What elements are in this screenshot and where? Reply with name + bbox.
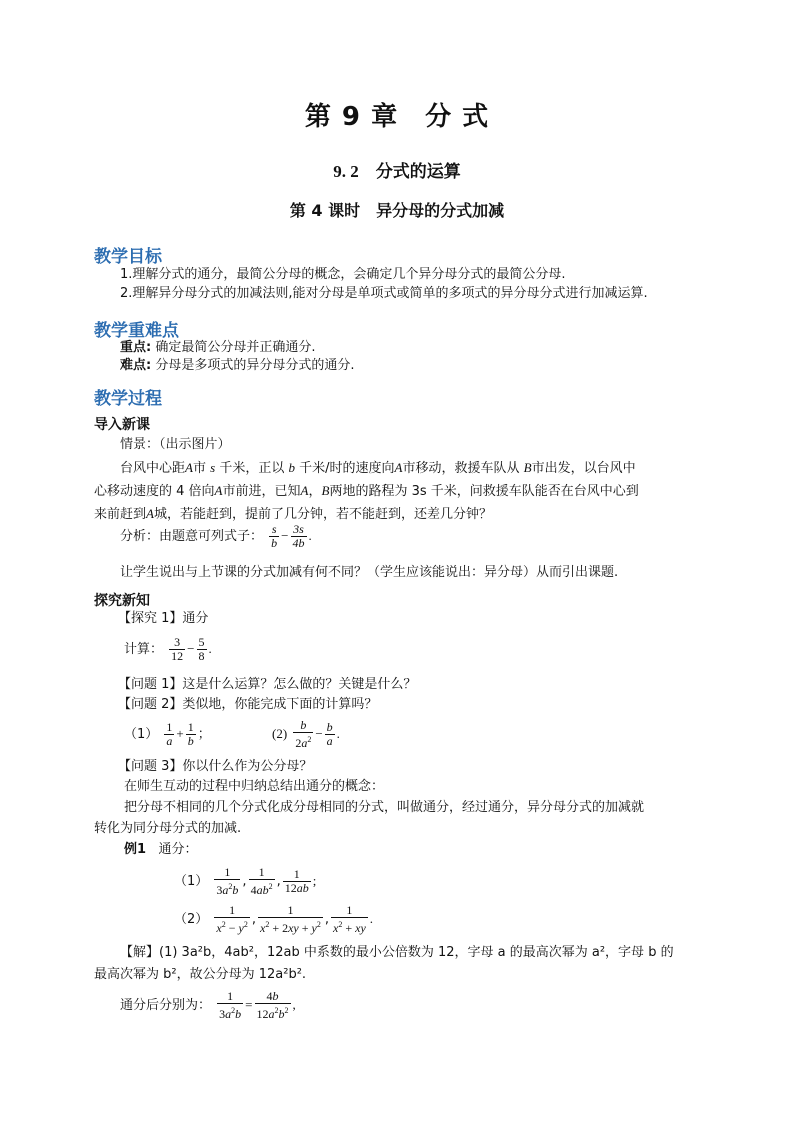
- calc-label: 计算：: [124, 642, 164, 657]
- analysis-label: 分析：由题意可列式子：: [120, 529, 264, 544]
- solution-line-2: 最高次幂为 b²，故公分母为 12a²b².: [94, 967, 307, 982]
- lead-in-line: 让学生说出与上节课的分式加减有何不同？（学生应该能说出：异分母）从而引出课题.: [120, 565, 619, 580]
- question-1: 【问题 1】这是什么运算？怎么做的？关键是什么？: [118, 677, 417, 692]
- goals-heading: 教学目标: [94, 247, 162, 267]
- problem-line-2: 心移动速度的 4 倍向A市前进，已知A，B两地的路程为 3s 千米，问救援车队能否在台风中心到: [94, 483, 639, 499]
- fraction: $\frac{3s}{4b}$: [292, 522, 305, 550]
- fraction: $\frac{3}{12}$: [171, 635, 184, 663]
- focus-line: [120, 339, 315, 357]
- fraction: $\frac{s}{b}$: [271, 522, 278, 550]
- problem-line-1: 台风中心距A市 s 千米，正以 b 千米/时的速度向A市移动，救援车队从 B市出发，以台风中: [120, 460, 636, 476]
- explore-1: 【探究 1】通分: [118, 611, 209, 626]
- difficulty-line: [120, 357, 354, 375]
- difficulty-text: 分母是多项式的异分母分式的通分.: [155, 358, 355, 373]
- calc-line: 计算： $\frac{3}{12}$ − $\frac{5}{8}$ .: [124, 635, 212, 663]
- question-2: 【问题 2】类似地，你能完成下面的计算吗？: [118, 697, 378, 712]
- example-1-line: [124, 841, 197, 859]
- example-part-1: （1） $\frac{1}{3a^2b}$ , $\frac{1}{4ab^2}$ , $\frac{1}{12ab}$ ;: [174, 865, 317, 897]
- explore-heading: 探究新知: [94, 593, 150, 609]
- solution-line-1: 【解】(1) 3a²b，4ab²，12ab 中系数的最小公倍数为 12，字母 a 的最高次幂为 a²，字母 b 的: [120, 945, 674, 960]
- key-points-heading: 教学重难点: [94, 321, 179, 341]
- example-part-2: （2） $\frac{1}{x^2 - y^2}$ , $\frac{1}{x^2 + 2xy + y^2}$ , $\frac{1}{x^2 + xy}$ .: [174, 903, 374, 935]
- goal-item-1: 1.理解分式的通分，最简公分母的概念，会确定几个异分母分式的最简公分母.: [120, 267, 566, 282]
- definition-line-1: 把分母不相同的几个分式化成分母相同的分式，叫做通分，经过通分，异分母分式的加减就: [124, 800, 645, 815]
- section-title: 9. 2 分式的运算: [333, 162, 461, 181]
- process-heading: 教学过程: [94, 389, 162, 409]
- intro-heading: 导入新课: [94, 417, 150, 433]
- q2-exercise-2: (2) $\frac{b}{2a^2}$ − $\frac{b}{a}$ .: [272, 718, 340, 750]
- analysis-line: 分析：由题意可列式子： $\frac{s}{b}$ − $\frac{3s}{4b}$ .: [120, 522, 312, 550]
- problem-line-3: 来前赶到A城，若能赶到，提前了几分钟，若不能赶到，还差几分钟？: [94, 506, 492, 522]
- summary-intro: 在师生互动的过程中归纳总结出通分的概念：: [124, 779, 385, 794]
- scene-line: 情景：（出示图片）: [120, 437, 231, 452]
- focus-label: 重点:: [120, 340, 152, 355]
- after-common-denominator: 通分后分别为： $\frac{1}{3a^2b}$ = $\frac{4b}{12a^2b^2}$ ,: [120, 989, 296, 1021]
- fraction: $\frac{5}{8}$: [198, 635, 205, 663]
- difficulty-label: 难点:: [120, 358, 152, 373]
- question-3: 【问题 3】你以什么作为公分母？: [118, 759, 313, 774]
- goal-item-2: 2.理解异分母分式的加减法则,能对分母是单项式或简单的多项式的异分母分式进行加减运算.: [120, 286, 648, 301]
- lesson-title: 第 4 课时 异分母的分式加减: [289, 201, 505, 220]
- definition-line-2: 转化为同分母分式的加减.: [94, 821, 242, 836]
- example-label: 例1: [124, 842, 147, 857]
- chapter-title: 第 9 章 分 式: [304, 102, 490, 132]
- example-task: 通分：: [158, 842, 198, 857]
- q2-exercise-1: （1） $\frac{1}{a}$ + $\frac{1}{b}$ ；: [124, 720, 211, 748]
- focus-text: 确定最简公分母并正确通分.: [155, 340, 316, 355]
